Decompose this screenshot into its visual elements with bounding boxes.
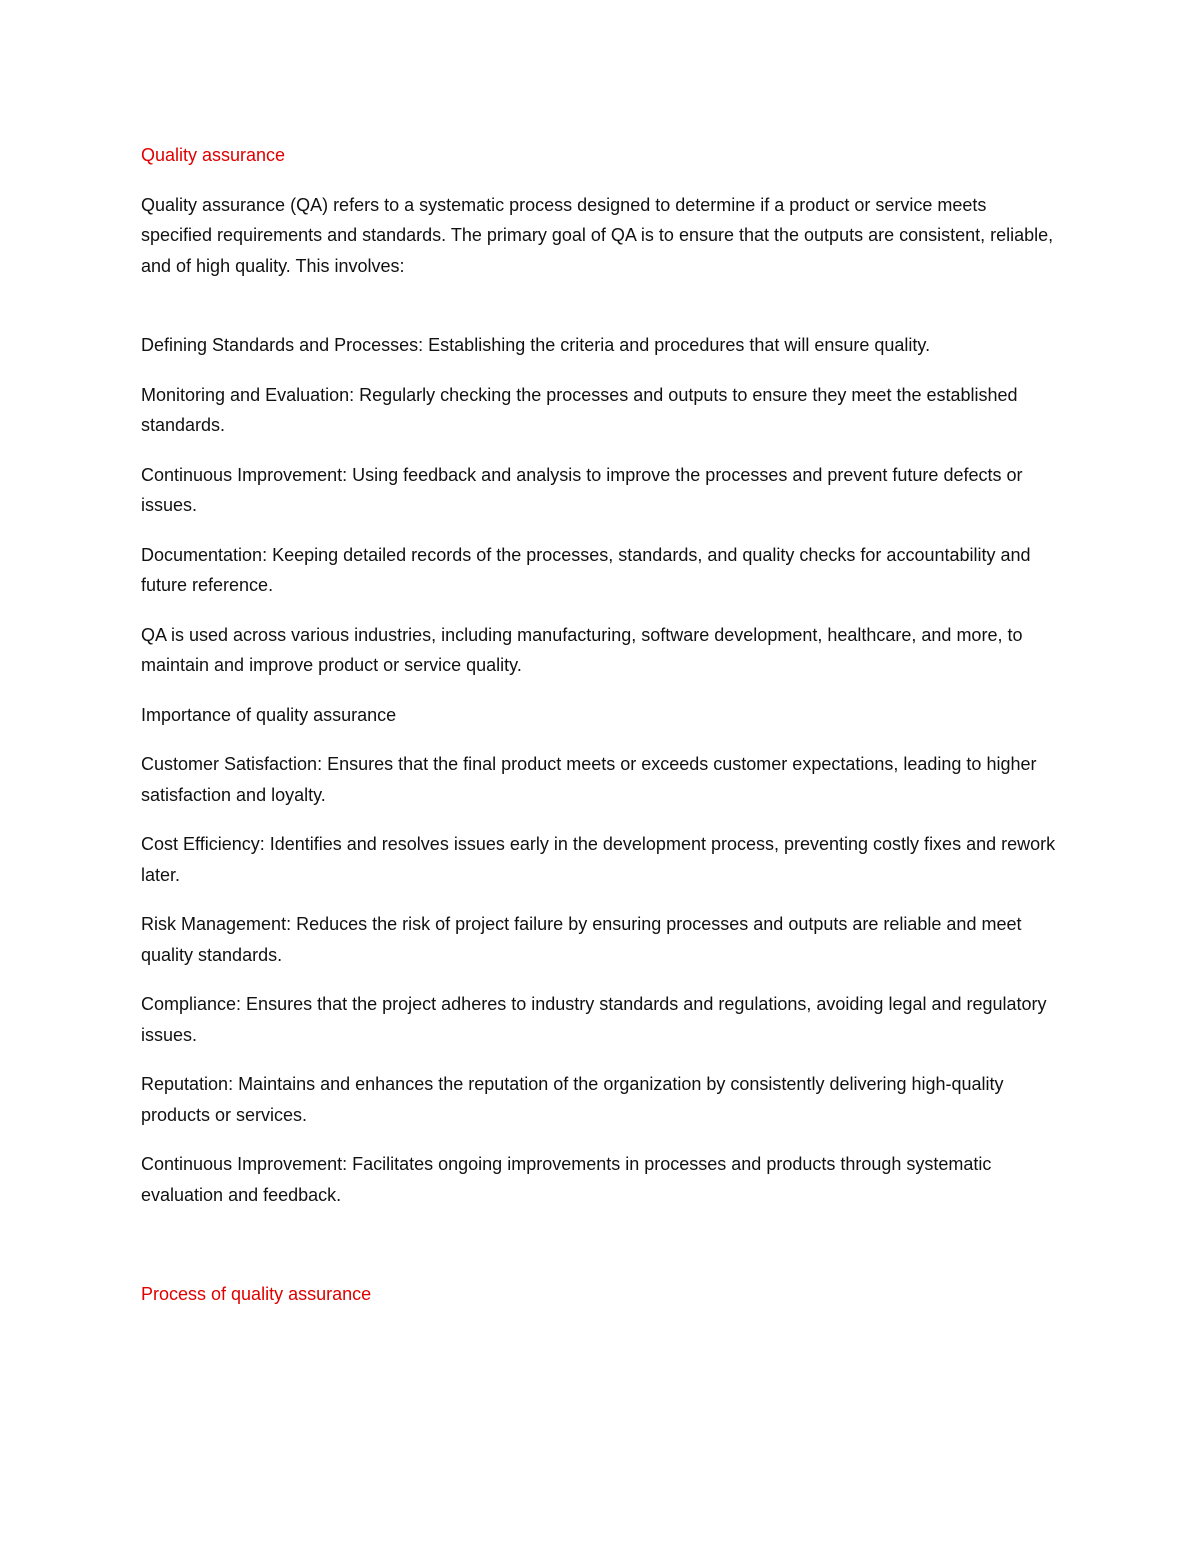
heading-process-of-quality-assurance: Process of quality assurance bbox=[141, 1284, 372, 1304]
involves-item-monitoring: Monitoring and Evaluation: Regularly checking the processes and outputs to ensure they meet the established standards. bbox=[141, 384, 1018, 435]
importance-item-continuous-improvement: Continuous Improvement: Facilitates ongoing improvements in processes and products through systematic evaluation and feedback. bbox=[141, 1154, 992, 1205]
blank-line bbox=[141, 300, 1061, 330]
document-body bbox=[141, 140, 1061, 1329]
heading-quality-assurance: Quality assurance bbox=[141, 145, 286, 165]
importance-item-risk-management: Risk Management: Reduces the risk of project failure by ensuring processes and outputs are reliable and meet quality standards. bbox=[141, 914, 1022, 965]
importance-item-compliance: Compliance: Ensures that the project adheres to industry standards and regulations, avoiding legal and regulatory issues. bbox=[141, 994, 1047, 1045]
importance-item-customer-satisfaction: Customer Satisfaction: Ensures that the final product meets or exceeds customer expectations, leading to higher satisfaction and loyalty. bbox=[141, 754, 1037, 805]
involves-item-standards: Defining Standards and Processes: Establishing the criteria and procedures that will ensure quality. bbox=[141, 335, 931, 355]
intro-paragraph: Quality assurance (QA) refers to a systematic process designed to determine if a product or service meets specified requirements and standards. The primary goal of QA is to ensure that the outputs are consistent, reliable, and of high quality. This involves: bbox=[141, 194, 1054, 276]
involves-item-documentation: Documentation: Keeping detailed records of the processes, standards, and quality checks for accountability and future reference. bbox=[141, 544, 1031, 595]
importance-item-reputation: Reputation: Maintains and enhances the reputation of the organization by consistently delivering high-quality products or services. bbox=[141, 1074, 1004, 1125]
involves-item-improvement: Continuous Improvement: Using feedback and analysis to improve the processes and prevent future defects or issues. bbox=[141, 464, 1023, 515]
blank-line bbox=[141, 1229, 1061, 1279]
importance-heading: Importance of quality assurance bbox=[141, 704, 397, 725]
usage-paragraph: QA is used across various industries, including manufacturing, software development, healthcare, and more, to maintain and improve product or service quality. bbox=[141, 624, 1023, 675]
importance-item-cost-efficiency: Cost Efficiency: Identifies and resolves issues early in the development process, preventing costly fixes and rework later. bbox=[141, 834, 1056, 885]
